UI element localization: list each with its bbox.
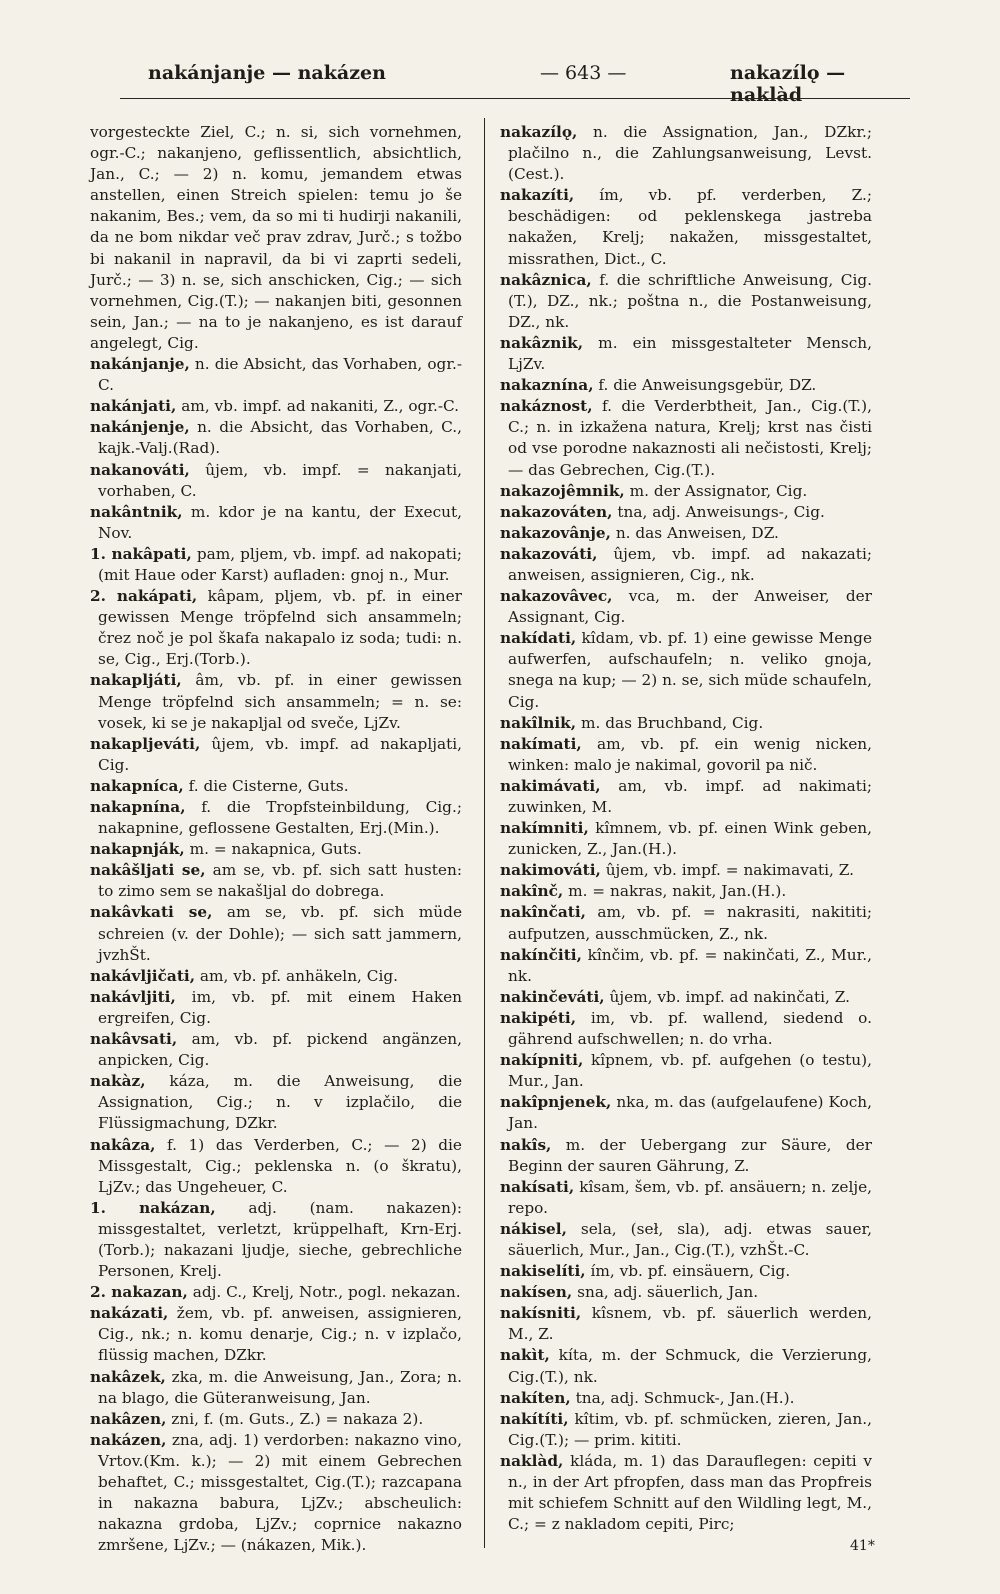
entry-text: žem, vb. pf. anweisen, assignieren, Cig., nk.; n. komu denarje, Cig.; n. v izplačo, flüssig machen, DZkr. (98, 1304, 462, 1365)
entry-text: kîtim, vb. pf. schmücken, zieren, Jan., Cig.(T.); — prim. kititi. (508, 1409, 872, 1449)
dictionary-entry (90, 1071, 462, 1134)
dictionary-entry (500, 776, 872, 818)
dictionary-entry (500, 818, 872, 860)
dictionary-entry (500, 734, 872, 776)
headword: 1. nakâpati, (90, 544, 192, 563)
entry-text: f. die Cisterne, Guts. (183, 776, 349, 795)
headword: nakapnják, (90, 840, 185, 859)
headword: 2. nakápati, (90, 587, 198, 606)
entry-text: zni, f. (m. Guts., Z.) = nakaza 2). (166, 1409, 424, 1428)
headword: nakávljičati, (90, 966, 196, 985)
entry-text: f. die Anweisungsgebür, DZ. (593, 376, 817, 395)
dictionary-entry (500, 1177, 872, 1219)
headword: nakìt, (500, 1346, 550, 1365)
entry-text: n. die Absicht, das Vorhaben, C., kajk.-Valj.(Rad). (98, 418, 462, 458)
headword: nakapljáti, (90, 671, 182, 690)
entry-text: f. die schriftliche Anweisung, Cig.(T.), DZ., nk.; poštna n., die Postanweisung, DZ., nk. (508, 270, 872, 331)
headword: nakântnik, (90, 502, 183, 521)
dictionary-entry (500, 122, 872, 185)
headword: nakíten, (500, 1388, 571, 1407)
headword: nakîlnik, (500, 713, 577, 732)
headword: nakazíti, (500, 186, 575, 205)
entry-text: am se, vb. pf. sich satt husten: to zimo sem se nakašljal do dobrega. (98, 861, 462, 901)
dictionary-entry (500, 1451, 872, 1535)
entry-text: m. kdor je na kantu, der Execut, Nov. (98, 502, 462, 542)
entry-text: âm, vb. pf. in einer gewissen Menge tröpfelnd sich ansammeln; = n. se: vosek, ki se je nakapljal od sveče, LjZv. (98, 671, 462, 732)
dictionary-entry (90, 502, 462, 544)
headword: nakapnína, (90, 798, 186, 816)
dictionary-entry (500, 1219, 872, 1261)
dictionary-entry (90, 417, 462, 459)
entry-text: n. das Anweisen, DZ. (610, 523, 779, 542)
headword: nakâznica, (500, 270, 592, 289)
entry-text: zna, adj. 1) verdorben: nakazno vino, Vrtov.(Km. k.); — 2) mit einem Gebrechen behaftet, C.; missgestaltet, Cig.(T.); razcapana in nakazna babura, LjZv.; abscheulich: nakazna grdoba, LjZv.; coprnice nakazno zmršene, LjZv.; — (nákazen, Mik.). (98, 1430, 462, 1555)
headword: nakapljeváti, (90, 734, 201, 753)
headword: nakídati, (500, 629, 577, 648)
entry-text: adj. (nam. nakazen): missgestaltet, verletzt, krüppelhaft, Krn-Erj.(Torb.); nakazani ljudje, sieche, gebrechliche Personen, Krelj. (98, 1198, 462, 1281)
headword: nakaznína, (500, 376, 594, 395)
entry-text: am, vb. pf. ein wenig nicken, winken: malo je nakimal, govoril pa nič. (508, 734, 872, 774)
headword: nakapníca, (90, 776, 184, 795)
headword: nakínčiti, (500, 945, 582, 964)
dictionary-entry (500, 1050, 872, 1092)
entry-text: m. der Uebergang zur Säure, der Beginn der sauren Gährung, Z. (508, 1135, 872, 1175)
dictionary-entry (90, 1282, 462, 1303)
entry-text: vorgesteckte Ziel, C.; n. si, sich vornehmen, ogr.-C.; nakanjeno, geflissentlich, absichtlich, Jan., C.; — 2) n. komu, jemandem etwas anstellen, einen Streich spielen: temu jo še nakanim, Bes.; vem, da so mi ti hudirji nakanili, da ne bom nikdar več prav zdrav, Jurč.; s tožbo bi nakanil in napravil, da bi vi zaprti sedeli, Jurč.; — 3) n. se, sich anschicken, Cig.; — sich vornehmen, Cig.(T.); — nakanjen biti, gesonnen sein, Jan.; — na to je nakanjeno, es ist darauf angelegt, Cig. (90, 123, 462, 352)
headword: nakimováti, (500, 861, 601, 880)
dictionary-entry (90, 1409, 462, 1430)
dictionary-entry (500, 1261, 872, 1282)
headword: nakánjati, (90, 397, 177, 416)
dictionary-entry (90, 860, 462, 902)
headword: nakazovâvec, (500, 587, 613, 606)
headword: nakázati, (90, 1304, 169, 1323)
dictionary-entry (90, 1135, 462, 1198)
dictionary-entry (500, 628, 872, 712)
headword: nakàz, (90, 1072, 146, 1091)
headword: nakázen, (90, 1430, 167, 1449)
dictionary-entry (90, 987, 462, 1029)
headword: nakinčeváti, (500, 987, 605, 1006)
entry-text: kîdam, vb. pf. 1) eine gewisse Menge aufwerfen, aufschaufeln; n. veliko gnoja, snega na kup; — 2) n. se, sich müde schaufeln, Cig. (508, 629, 872, 711)
dictionary-entry (500, 945, 872, 987)
dictionary-entry (90, 902, 462, 965)
dictionary-entry (500, 396, 872, 480)
dictionary-entry (500, 502, 872, 523)
headword: nakímati, (500, 734, 582, 753)
headword: nakâzek, (90, 1367, 166, 1386)
entry-text: kînčim, vb. pf. = nakinčati, Z., Mur., nk. (508, 945, 872, 985)
headword: nakâvkati se, (90, 903, 213, 922)
entry-text: tna, adj. Schmuck-, Jan.(H.). (570, 1388, 795, 1407)
dictionary-entry (90, 1367, 462, 1409)
entry-text: ûjem, vb. impf. ad nakapljati, Cig. (98, 734, 462, 774)
entry-text: ûjem, vb. impf. = nakimavati, Z. (600, 861, 854, 880)
entry-text: im, vb. pf. mit einem Haken ergreifen, Cig. (98, 987, 462, 1027)
running-header (120, 62, 910, 106)
headword: 1. nakázan, (90, 1198, 216, 1217)
dictionary-entry (500, 881, 872, 902)
dictionary-entry (90, 839, 462, 860)
headword: nakazovânje, (500, 523, 611, 542)
dictionary-entry (500, 1345, 872, 1387)
entry-text: m. das Bruchband, Cig. (576, 713, 764, 732)
header-right: nakazílǫ — naklàd (730, 62, 846, 106)
header-left: nakánjanje — nakázen (148, 62, 386, 84)
dictionary-entry (90, 122, 462, 354)
dictionary-entry (500, 586, 872, 628)
entry-text: zka, m. die Anweisung, Jan., Zora; n. na blago, die Güteranweisung, Jan. (98, 1367, 462, 1407)
headword: 2. nakazan, (90, 1283, 188, 1302)
dictionary-entry (500, 902, 872, 944)
dictionary-entry (90, 586, 462, 670)
entry-text: ím, vb. pf. verderben, Z.; beschädigen: od peklenskega jastreba nakažen, Krelj; nakažen, missgestaltet, missrathen, Dict., C. (508, 186, 872, 268)
entry-text: pam, pljem, vb. impf. ad nakopati; (mit Haue oder Karst) aufladen: gnoj n., Mur. (98, 544, 462, 584)
entry-text: sna, adj. säuerlich, Jan. (572, 1283, 759, 1302)
headword: nakísniti, (500, 1304, 582, 1323)
entry-text: f. 1) das Verderben, C.; — 2) die Missgestalt, Cig.; peklenska n. (o škratu), LjZv.; das Ungeheuer, C. (98, 1135, 462, 1196)
entry-text: m. der Assignator, Cig. (624, 481, 808, 500)
headword: nakáznost, (500, 397, 593, 416)
entry-text: n. die Absicht, das Vorhaben, ogr.-C. (98, 355, 462, 395)
entry-text: kâpam, pljem, vb. pf. in einer gewissen Menge tröpfelnd sich ansammeln; črez noč je pol škafa nakapalo iz soda; tudi: n. se, Cig., Erj.(Torb.). (98, 587, 462, 669)
entry-text: ûjem, vb. impf. = nakanjati, vorhaben, C. (98, 460, 462, 500)
headword: nakánjenje, (90, 418, 190, 437)
entry-text: am, vb. pf. anhäkeln, Cig. (195, 966, 399, 985)
entry-text: f. die Tropfsteinbildung, Cig.; nakapnine, geflossene Gestalten, Erj.(Min.). (98, 798, 462, 838)
entry-text: vca, m. der Anweiser, der Assignant, Cig. (508, 587, 872, 627)
entry-text: m. = nakapnica, Guts. (184, 840, 362, 859)
entry-text: nka, m. das (aufgelaufene) Koch, Jan. (508, 1093, 872, 1133)
entry-text: ûjem, vb. impf. ad nakazati; anweisen, assignieren, Cig., nk. (508, 544, 872, 584)
entry-text: ím, vb. pf. einsäuern, Cig. (585, 1262, 791, 1281)
headword: nakâšljati se, (90, 861, 206, 880)
dictionary-entry (90, 670, 462, 733)
headword: nakipéti, (500, 1008, 577, 1027)
entry-text: káza, m. die Anweisung, die Assignation, Cig.; n. v izplačilo, die Flüssigmachung, DZkr. (98, 1072, 462, 1133)
dictionary-entry (90, 1198, 462, 1282)
dictionary-entry (90, 396, 462, 417)
headword: nakazováti, (500, 544, 598, 563)
headword: nakazováten, (500, 502, 613, 521)
headword: nakazojêmnik, (500, 481, 625, 500)
headword: nakînč, (500, 882, 564, 901)
dictionary-entry (90, 734, 462, 776)
entry-text: sela, (seł, sla), adj. etwas sauer, säuerlich, Mur., Jan., Cig.(T.), vzhŠt.-C. (508, 1219, 872, 1259)
headword: nakítíti, (500, 1409, 569, 1428)
left-column (90, 122, 462, 1556)
dictionary-entry (500, 544, 872, 586)
entry-text: am, vb. pf. = nakrasiti, nakititi; aufputzen, ausschmücken, Z., nk. (508, 903, 872, 943)
dictionary-entry (500, 713, 872, 734)
dictionary-entry (90, 966, 462, 987)
page-number: — 643 — (540, 62, 627, 84)
entry-text: m. = nakras, nakit, Jan.(H.). (563, 882, 787, 901)
headword: nakazílǫ, (500, 123, 578, 141)
headword: nakîpnjenek, (500, 1093, 612, 1112)
entry-text: f. die Verderbtheit, Jan., Cig.(T.), C.; n. in izkažena natura, Krelj; krst nas čisti od vse porodne nakaznosti ali nečistosti, Krelj; — das Gebrechen, Cig.(T.). (508, 397, 872, 479)
dictionary-entry (500, 1409, 872, 1451)
dictionary-entry (500, 481, 872, 502)
headword: naklàd, (500, 1451, 564, 1470)
header-rule (120, 98, 910, 99)
entry-text: im, vb. pf. wallend, siedend o. gährend aufschwellen; n. do vrha. (508, 1008, 872, 1049)
dictionary-entry (500, 1303, 872, 1345)
dictionary-entry (500, 987, 872, 1008)
signature-mark: 41* (850, 1538, 875, 1554)
dictionary-entry (500, 333, 872, 375)
dictionary-entry (500, 185, 872, 269)
entry-text: tna, adj. Anweisungs-, Cig. (612, 502, 825, 521)
entry-text: ûjem, vb. impf. ad nakinčati, Z. (604, 987, 850, 1006)
dictionary-entry (90, 544, 462, 586)
dictionary-entry (90, 797, 462, 839)
dictionary-entry (500, 1092, 872, 1134)
dictionary-entry (500, 1008, 872, 1050)
entry-text: am, vb. impf. ad nakimati; zuwinken, M. (508, 776, 872, 816)
headword: nakímniti, (500, 819, 589, 838)
dictionary-entry (90, 1029, 462, 1071)
headword: nakávljiti, (90, 987, 176, 1006)
headword: nakísati, (500, 1177, 575, 1196)
dictionary-entry (500, 1388, 872, 1409)
headword: nakâza, (90, 1135, 156, 1154)
entry-text: kîsam, šem, vb. pf. ansäuern; n. zelje, repo. (508, 1177, 872, 1217)
headword: nakanováti, (90, 460, 190, 479)
headword: nákisel, (500, 1219, 567, 1238)
entry-text: kíta, m. der Schmuck, die Verzierung, Cig.(T.), nk. (508, 1346, 872, 1386)
headword: nakîs, (500, 1135, 552, 1154)
entry-text: am, vb. impf. ad nakaniti, Z., ogr.-C. (176, 397, 460, 416)
dictionary-entry (500, 270, 872, 333)
headword: nakiselíti, (500, 1262, 586, 1281)
dictionary-entry (500, 523, 872, 544)
entry-text: m. ein missgestalteter Mensch, LjZv. (508, 333, 872, 374)
dictionary-entry (90, 1430, 462, 1557)
dictionary-entry (90, 354, 462, 396)
column-divider (484, 118, 485, 1548)
entry-text: kîpnem, vb. pf. aufgehen (o testu), Mur., Jan. (508, 1051, 872, 1091)
entry-text: kláda, m. 1) das Darauflegen: cepiti v n., in der Art pfropfen, dass man das Propfreis mit schiefem Schnitt auf den Wildling legt, M., C.; = z nakladom cepiti, Pirc; (508, 1451, 872, 1534)
headword: nakípniti, (500, 1051, 584, 1070)
headword: nakînčati, (500, 903, 586, 922)
headword: nakâvsati, (90, 1030, 178, 1049)
entry-text: kîmnem, vb. pf. einen Wink geben, zunicken, Z., Jan.(H.). (508, 819, 872, 859)
headword: nakísen, (500, 1283, 573, 1302)
entry-text: n. die Assignation, Jan., DZkr.; plačilno n., die Zahlungsanweisung, Levst.(Cest.). (508, 123, 872, 184)
dictionary-entry (90, 1303, 462, 1366)
entry-text: adj. C., Krelj, Notr., pogl. nekazan. (187, 1283, 461, 1302)
headword: nakánjanje, (90, 355, 190, 374)
entry-text: am se, vb. pf. sich müde schreien (v. der Dohle); — sich satt jammern, jvzhŠt. (98, 903, 462, 964)
dictionary-entry (500, 1135, 872, 1177)
dictionary-entry (90, 776, 462, 797)
entry-text: kîsnem, vb. pf. säuerlich werden, M., Z. (508, 1304, 872, 1344)
headword: nakimávati, (500, 776, 601, 795)
right-column (500, 122, 872, 1535)
headword: nakâznik, (500, 333, 584, 352)
dictionary-entry (500, 375, 872, 396)
headword: nakâzen, (90, 1409, 167, 1428)
entry-text: am, vb. pf. pickend angänzen, anpicken, Cig. (98, 1030, 462, 1070)
dictionary-entry (500, 860, 872, 881)
dictionary-entry (90, 460, 462, 502)
dictionary-entry (500, 1282, 872, 1303)
